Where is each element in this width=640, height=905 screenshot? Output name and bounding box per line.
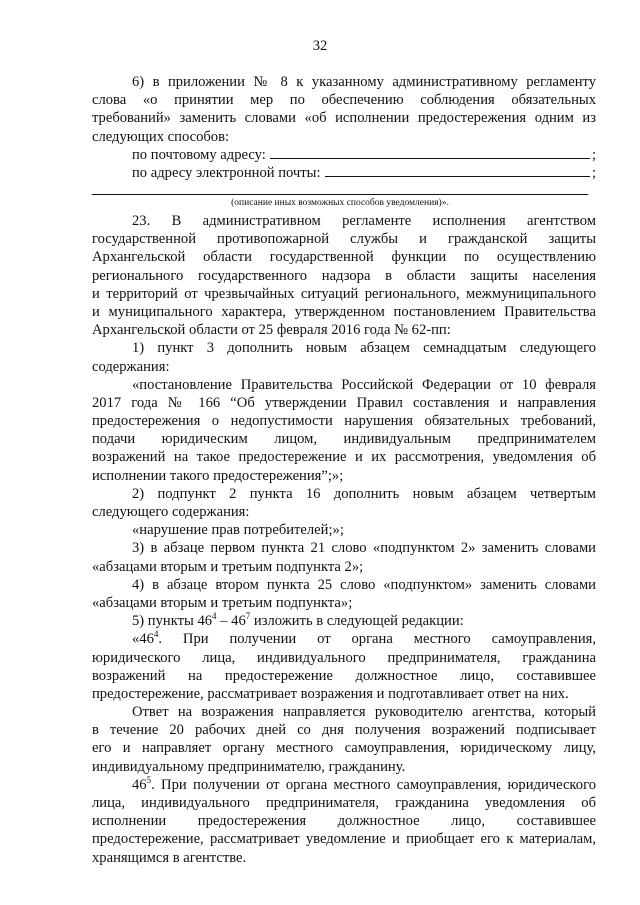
paragraph-line: и муниципального характера, утвержденном постановлением Правительства	[92, 303, 596, 320]
paragraph-line: хранящимся в агентстве.	[92, 849, 247, 866]
paragraph-line: 3) в абзаце первом пункта 21 слово «подпунктом 2» заменить словами	[132, 540, 596, 557]
paragraph-line: следующего содержания:	[92, 504, 250, 520]
paragraph-line: «нарушение прав потребителей;»;	[132, 522, 344, 539]
superscript: 5	[146, 774, 152, 785]
paragraph-line: возражений на предостережение должностное лицо, составившее	[92, 667, 596, 684]
item-5-text: 5) пункты 46	[132, 613, 213, 630]
paragraph-line: требований» заменить словами «об исполнении предостережения одним из	[92, 110, 596, 127]
paragraph-line: регионального государственного надзора в области защиты населения	[92, 267, 596, 284]
paragraph-line: предостережение, рассматривает уведомление и приобщает его к материалам,	[92, 831, 596, 848]
paragraph-line: предостережение, рассматривает возражения и подготавливает ответ на них.	[92, 685, 569, 702]
email-address-field	[92, 164, 596, 182]
paragraph-line: 23. В административном регламенте исполнения агентством	[132, 213, 596, 229]
postal-address-label: по почтовому адресу:	[132, 146, 266, 163]
section-23	[92, 212, 596, 867]
paragraph-line: следующих способов:	[92, 128, 230, 145]
paragraph-line: предостережения о недопустимости нарушения обязательных требований,	[92, 413, 596, 430]
paragraph-line: Архангельской области государственной функции по осуществлению	[92, 249, 596, 266]
paragraph-line: исполнении предостережения должностное лицо, составившее	[92, 813, 596, 830]
item-5-text: изложить в следующей редакции:	[250, 613, 464, 630]
paragraph-line: «абзацами вторым и третьим подпункта 2»;	[92, 558, 364, 575]
paragraph-line: 2017 года № 166 “Об утверждении Правил составления и направления	[92, 394, 596, 411]
item-5-text: – 46	[216, 613, 246, 630]
paragraph-line: «абзацами вторым и третьим подпункта»;	[92, 594, 353, 611]
postal-address-field	[92, 146, 596, 164]
semicolon: ;	[591, 146, 596, 163]
blank-line	[325, 175, 590, 177]
superscript: 7	[245, 611, 251, 622]
paragraph-line: индивидуальному предпринимателю, гражданину.	[92, 758, 406, 775]
caption-note: (описание иных возможных способов уведомления)».	[231, 198, 449, 209]
page-number: 32	[312, 38, 328, 54]
paragraph-line: лица, индивидуального предпринимателя, гражданина уведомления об	[92, 795, 596, 811]
paragraph-line: подачи юридическим лицом, индивидуальным предпринимателем	[92, 431, 596, 448]
clause-text: . При получении от органа местного самоуправления,	[158, 631, 596, 648]
paragraph-line: государственной противопожарной службы и гражданской защиты	[92, 231, 596, 248]
paragraph-46-4-first-line	[92, 630, 596, 648]
paragraph-line: Ответ на возражения направляется руководителю агентства, который	[132, 704, 596, 721]
clause-number: 46	[132, 776, 147, 793]
paragraph-line: в течение 20 рабочих дней со дня получения возражений подписывает	[92, 722, 596, 739]
paragraph-line: возражений на такое предостережение и их рассмотрения, уведомления об	[92, 449, 596, 466]
paragraph-line: Архангельской области от 25 февраля 2016 года № 62-пп:	[92, 322, 451, 339]
paragraph-line: содержания:	[92, 358, 170, 375]
paragraph-line: и территорий от чрезвычайных ситуаций регионального, межмуниципального	[92, 285, 596, 302]
paragraph-line: исполнении такого предостережения”;»;	[92, 467, 344, 484]
clause-text: . При получении от органа местного самоуправления, юридического	[151, 776, 596, 793]
paragraph-46-5-first-line	[92, 776, 596, 794]
paragraph-line: «постановление Правительства Российской Федерации от 10 февраля	[132, 376, 596, 393]
email-address-label: по адресу электронной почты:	[132, 164, 321, 181]
paragraph-line: 1) пункт 3 дополнить новым абзацем семнадцатым следующего	[132, 340, 596, 357]
paragraph-line: 2) подпункт 2 пункта 16 дополнить новым абзацем четвертым	[132, 485, 596, 502]
item-5-line	[92, 612, 596, 630]
paragraph-line: юридического лица, индивидуального предпринимателя, гражданина	[92, 649, 596, 666]
clause-number: «46	[132, 631, 154, 648]
paragraph-line: 4) в абзаце втором пункта 25 слово «подпунктом» заменить словами	[132, 576, 596, 593]
blank-line-full	[92, 182, 588, 195]
blank-line	[270, 157, 590, 159]
paragraph-line: 6) в приложении № 8 к указанному административному регламенту	[132, 74, 596, 90]
semicolon: ;	[591, 164, 596, 181]
superscript: 4	[153, 629, 159, 640]
section-6	[92, 73, 596, 209]
superscript: 4	[212, 611, 217, 622]
paragraph-line: слова «о принятии мер по обеспечению соблюдения обязательных	[92, 92, 596, 109]
paragraph-line: его и направляет органу местного самоуправления, юридическому лицу,	[92, 740, 596, 757]
